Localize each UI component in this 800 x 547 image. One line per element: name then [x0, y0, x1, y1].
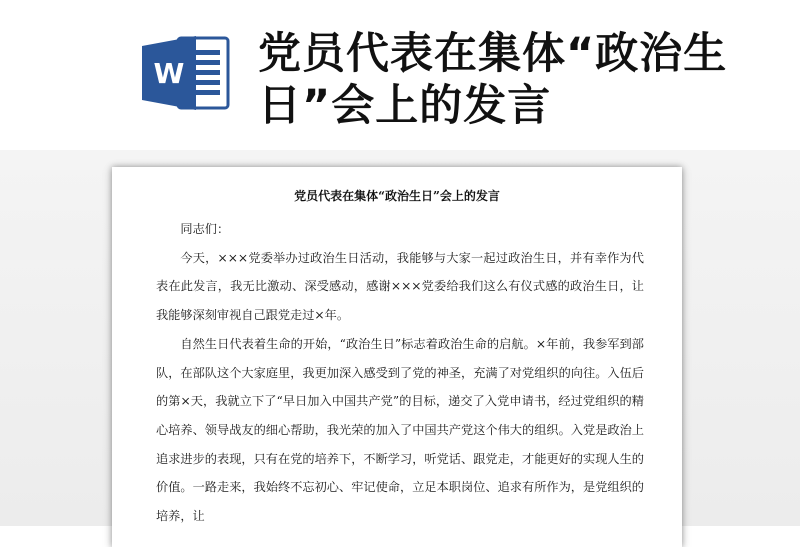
header-banner	[0, 0, 800, 150]
document-body	[156, 215, 644, 531]
document-title: 党员代表在集体“政治生日”会上的发言	[294, 189, 500, 203]
word-logo-letter: W	[153, 57, 185, 90]
paragraph: 今天，×××党委举办过政治生日活动，我能够与大家一起过政治生日，并有幸作为代表在此发言，我无比激动、深受感动，感谢×××党委给我们这么有仪式感的政治生日，让我能够深刻审视自己跟党走过×年。	[156, 250, 644, 323]
paragraph: 自然生日代表着生命的开始，“政治生日”标志着政治生命的启航。×年前，我参军到部队，在部队这个大家庭里，我更加深入感受到了党的神圣，充满了对党组织的向往。入伍后的第×天，我就立下了“早日加入中国共产党”的目标，递交了入党申请书，经过党组织的精心培养、领导战友的细心帮助，我光荣的加入了中国共产党这个伟大的组织。入党是政治上追求进步的表现，只有在党的培养下，不断学习，听党话、跟党走，才能更好的实现人生的价值。一路走来，我始终不忘初心、牢记使命，立足本职岗位、追求有所作为，是党组织的培养，让	[156, 336, 644, 524]
banner-title: 党员代表在集体“政治生日”会上的发言	[258, 29, 728, 131]
paragraph-salutation: 同志们：	[180, 222, 230, 236]
word-doc-icon	[140, 34, 232, 112]
document-page	[112, 167, 682, 547]
